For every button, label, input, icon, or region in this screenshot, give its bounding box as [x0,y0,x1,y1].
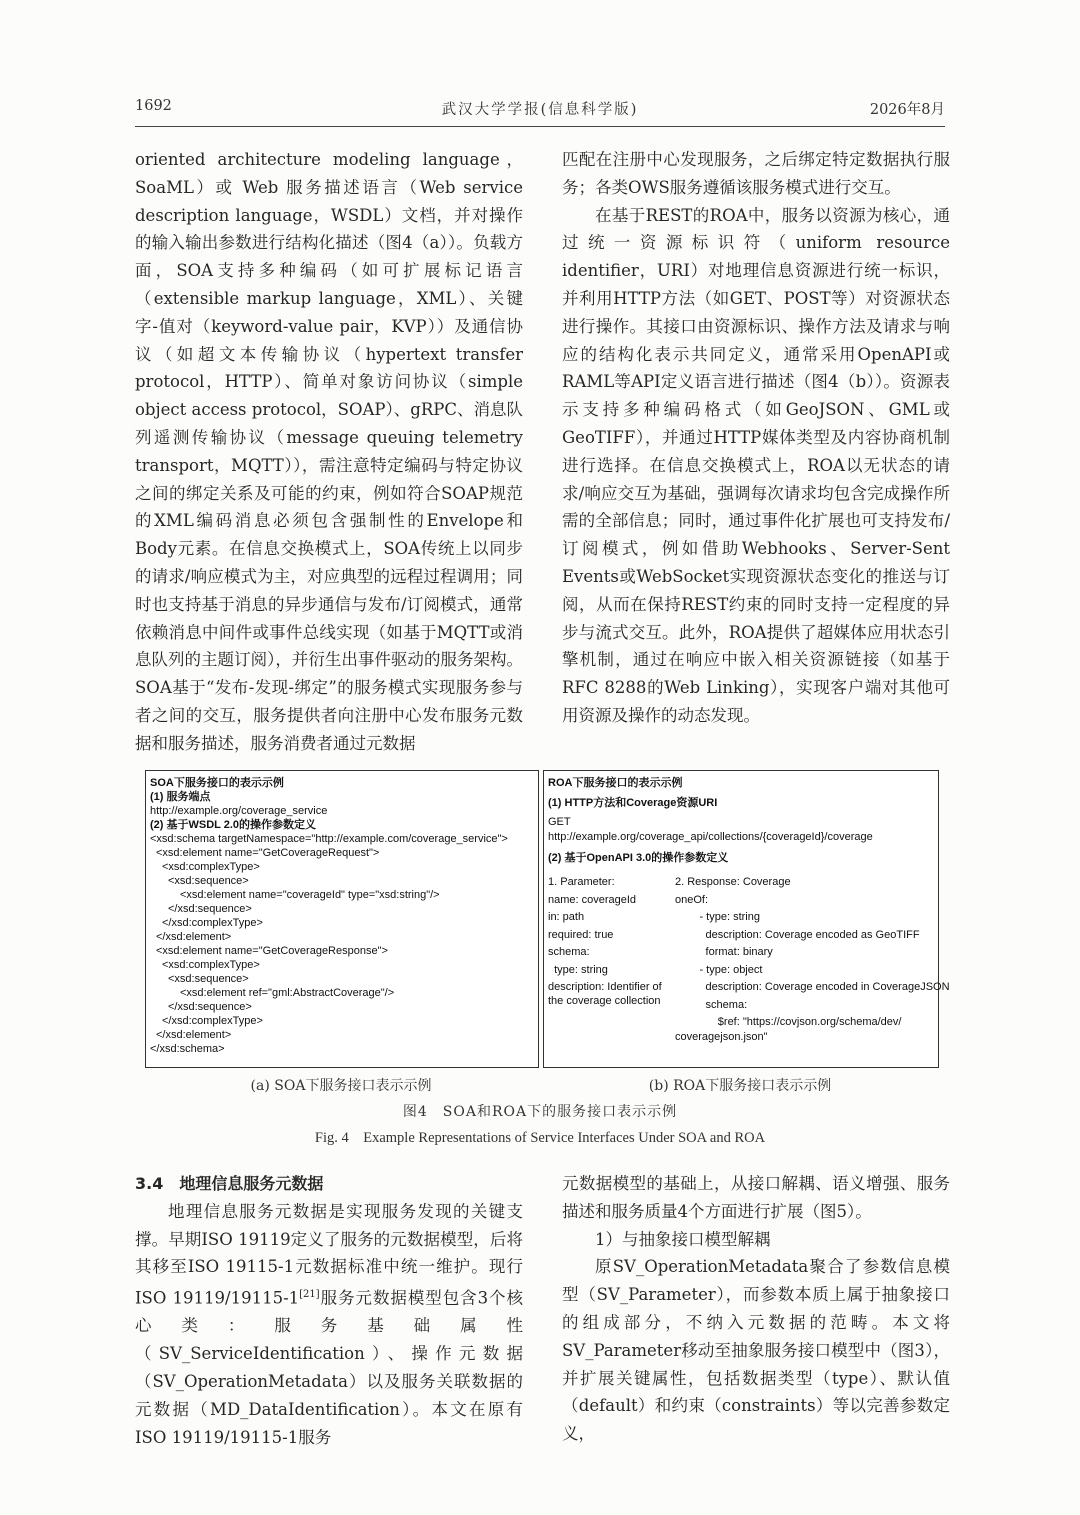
header-rule [135,126,945,127]
code-line: (2) 基于OpenAPI 3.0的操作参数定义 [548,852,729,864]
left-column-top [135,146,523,758]
response-line: - type: object [675,963,763,976]
code-line: http://example.org/coverage_api/collections/{coverageId}/coverage [548,831,873,843]
paragraph-text: 服务元数据模型包含3个核心类：服务基础属性（SV_ServiceIdentification）、操作元数据（SV_OperationMetadata）以及服务关联数据的元数据（MD_DataIdentification）。本文在原有ISO 19119/19115-1服务 [135,1288,523,1447]
subheading: 1）与抽象接口模型解耦 [595,1229,771,1249]
code-line: <xsd:sequence> [168,875,249,887]
journal-title: 武汉大学学报(信息科学版) [441,102,639,118]
section-title: 3.4 地理信息服务元数据 [135,1174,324,1193]
code-line: http://example.org/coverage_service [150,805,328,817]
figure-caption-cn: 图4 SOA和ROA下的服务接口表示示例 [402,1104,678,1120]
code-line: <xsd:sequence> [168,973,249,985]
code-line: </xsd:sequence> [168,1001,252,1013]
paragraph [135,1198,523,1452]
code-line: <xsd:element name="GetCoverageResponse"> [156,945,388,957]
code-line: ROA下服务接口的表示示例 [548,777,683,789]
response-line: $ref: "https://covjson.org/schema/dev/ [675,1016,902,1028]
code-line: </xsd:sequence> [168,903,252,915]
parameter-line: description: Identifier of [548,981,662,993]
code-line: (2) 基于WSDL 2.0的操作参数定义 [150,819,317,831]
response-line: coveragejson.json" [675,1031,768,1043]
code-line: (1) 服务端点 [150,791,211,803]
code-line: </xsd:complexType> [162,917,263,929]
parameter-line: schema: [548,946,590,958]
code-line: (1) HTTP方法和Coverage资源URI [548,797,718,809]
paragraph: 原SV_OperationMetadata聚合了参数信息模型（SV_Parameter），而参数本质上属于抽象接口的组成部分，不纳入元数据的范畴。本文将SV_Parameter移动至抽象服务接口模型中（图3），并扩展关键属性，包括数据类型（type）、默认值（default）和约束（constraints）等以完善参数定义， [562,1257,950,1444]
code-line: <xsd:element name="GetCoverageRequest"> [156,847,380,859]
response-line: description: Coverage encoded in CoverageJSON [675,981,950,993]
citation: [21] [299,1289,320,1301]
response-line: oneOf: [675,893,709,906]
left-column-bottom [135,1170,523,1451]
code-line: </xsd:element> [156,1029,232,1041]
paragraph: 元数据模型的基础上，从接口解耦、语义增强、服务描述和服务质量4个方面进行扩展（图5）。 [562,1174,950,1221]
parameter-line: the coverage collection [548,995,661,1007]
code-line: <xsd:element ref="gml:AbstractCoverage"/> [180,987,395,999]
paragraph: 在基于REST的ROA中，服务以资源为核心，通过统一资源标识符（uniform resource identifier，URI）对地理信息资源进行统一标识，并利用HTTP方法（如GET、POST等）对资源状态进行操作。其接口由资源标识、操作方法及请求与响应的结构化表示共同定义，通常采用OpenAPI或RAML等API定义语言进行描述（图4（b））。资源表示支持多种编码格式（如GeoJSON、GML或GeoTIFF），并通过HTTP媒体类型及内容协商机制进行选择。在信息交换模式上，ROA以无状态的请求/响应交互为基础，强调每次请求均包含完成操作所需的全部信息；同时，通过事件化扩展也可支持发布/订阅模式，例如借助Webhooks、Server-Sent Events或WebSocket实现资源状态变化的推送与订阅，从而在保持REST约束的同时支持一定程度的异步与流式交互。此外，ROA提供了超媒体应用状态引擎机制，通过在响应中嵌入相关资源链接（如基于RFC 8288的Web Linking），实现客户端对其他可用资源及操作的动态发现。 [562,205,950,725]
code-line: <xsd:element name="coverageId" type="xsd:string"/> [180,889,440,901]
figure-caption-en: Fig. 4 Example Representations of Service Interfaces Under SOA and ROA [314,1130,766,1146]
subcaption-b: (b) ROA下服务接口表示示例 [648,1078,832,1094]
running-header [135,98,945,124]
code-line: </xsd:complexType> [162,1015,263,1027]
subcaption-a: (a) SOA下服务接口表示示例 [250,1078,432,1094]
code-line: GET [548,816,571,828]
paragraph-text: 地理信息服务元数据是实现服务发现的关键支撑。早期ISO 19119定义了服务的元数据模型，后将其移至ISO 19115-1元数据标准中统一维护。现行ISO 19119/19115-1 [135,1201,523,1308]
code-line: <xsd:schema targetNamespace="http://example.com/coverage_service"> [150,833,508,845]
figure-roa-example [543,770,950,1068]
parameter-line: in: path [548,911,585,923]
paragraph: 匹配在注册中心发现服务，之后绑定特定数据执行服务；各类OWS服务遵循该服务模式进行交互。 [562,150,950,197]
code-line: SOA下服务接口的表示示例 [150,777,284,789]
parameter-line: type: string [548,963,608,976]
parameter-line: required: true [548,928,614,941]
right-column-top [562,146,950,730]
response-line: description: Coverage encoded as GeoTIFF [675,928,920,941]
issue-date: 2026年8月 [869,102,945,118]
response-line: - type: string [675,911,760,923]
response-line: 2. Response: Coverage [675,876,791,888]
parameter-line: 1. Parameter: [548,876,615,888]
code-line: </xsd:schema> [150,1043,225,1055]
page-number: 1692 [135,98,172,114]
code-line: </xsd:element> [156,931,232,943]
parameter-line: name: coverageId [548,893,637,906]
figure-soa-example [145,770,539,1068]
response-line: schema: [675,998,748,1011]
code-line: <xsd:complexType> [162,861,260,873]
right-column-bottom [562,1170,950,1448]
response-line: format: binary [675,946,773,958]
paragraph: oriented architecture modeling language，SoaML）或 Web 服务描述语言（Web service description language，WSDL）文档，并对操作的输入输出参数进行结构化描述（图4（a））。负载方面，SOA支持多种编码（如可扩展标记语言（extensible markup language，XML）、关键字-值对（keyword-value pair，KVP））及通信协议（如超文本传输协议（hypertext transfer protocol，HTTP）、简单对象访问协议（simple object access protocol，SOAP）、gRPC、消息队列遥测传输协议（message queuing telemetry transport，MQTT）），需注意特定编码与特定协议之间的绑定关系及可能的约束，例如符合SOAP规范的XML编码消息必须包含强制性的Envelope和Body元素。在信息交换模式上，SOA传统上以同步的请求/响应模式为主，对应典型的远程过程调用；同时也支持基于消息的异步通信与发布/订阅模式，通常依赖消息中间件或事件总线实现（如基于MQTT或消息队列的主题订阅），并衍生出事件驱动的服务架构。SOA基于“发布-发现-绑定”的服务模式实现服务参与者之间的交互，服务提供者向注册中心发布服务元数据和服务描述，服务消费者通过元数据 [135,150,523,753]
code-line: <xsd:complexType> [162,959,260,971]
